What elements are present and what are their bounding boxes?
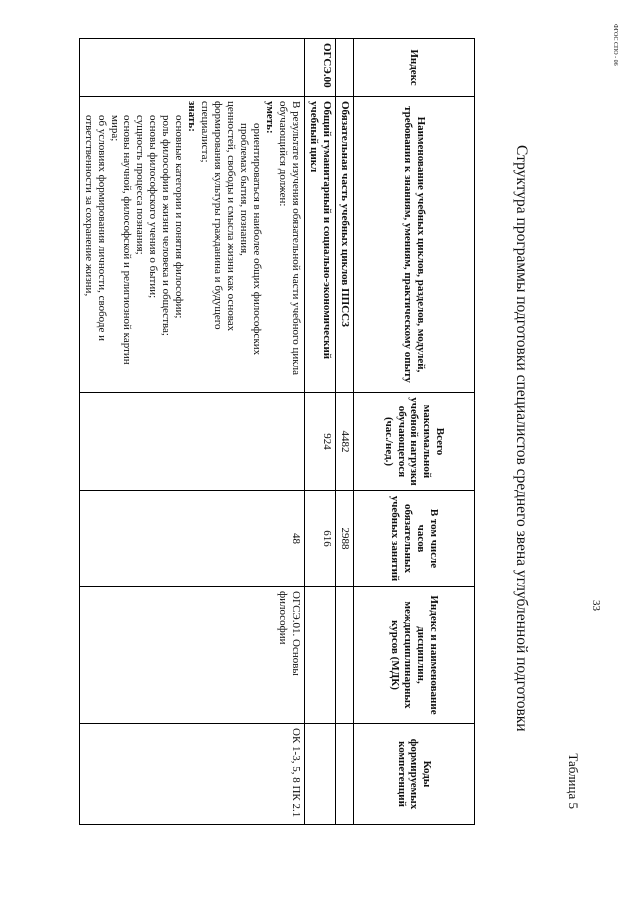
mandatory-part-hours: 2988: [336, 491, 354, 587]
header-mandatory: В том числе часов обязательных учебных занятий: [354, 491, 475, 587]
znat-label: знать:: [186, 101, 199, 132]
table-label: Таблица 5: [566, 753, 581, 809]
header-index: Индекс: [354, 39, 475, 97]
page-number: 33: [590, 600, 602, 611]
header-name: Наименование учебных циклов, разделов, модулей, требования к знаниям, умениям, практическому опыту: [354, 97, 475, 393]
mandatory-part-name: Обязательная часть учебных циклов ППССЗ: [336, 97, 354, 393]
header-total: Всего максимальной учебной нагрузки обучающегося (час./нед.): [354, 393, 475, 491]
umet-text-2: ценностей, свободы и смысла жизни как основах формирования культуры гражданина и будущего специалиста;: [199, 101, 238, 332]
table-row-mandatory-part: [336, 39, 354, 825]
discipline-requirements: [79, 97, 304, 393]
competence-codes: ОК 1-3, 5, 8 ПК 2.1: [79, 724, 304, 825]
table-header-row: [354, 39, 475, 825]
cycle-hours: 616: [305, 491, 336, 587]
znat-item: роль философии в жизни человека и общества;: [160, 115, 173, 336]
znat-item: основы научной, философской и религиозной картин мира;: [108, 115, 134, 365]
mandatory-part-total: 4482: [336, 393, 354, 491]
footer-text: ФГОС СПО - 06: [612, 24, 618, 66]
header-discipline: Индекс и наименование дисциплин, междисциплинарных курсов (МДК): [354, 587, 475, 724]
umet-text-1: ориентироваться в наиболее общих философских проблемах бытия, познания,: [238, 123, 264, 356]
znat-item: основные категории и понятия философии;: [173, 115, 186, 319]
header-codes: Коды формируемых компетенций: [354, 724, 475, 825]
cycle-index: ОГСЭ.00: [305, 39, 336, 97]
discipline-name: ОГСЭ.01. Основы философии: [79, 587, 304, 724]
table-caption: Структура программы подготовки специалистов среднего звена углубленной подготовки: [513, 145, 530, 732]
structure-table: [79, 38, 475, 825]
znat-item: сущность процесса познания;: [134, 115, 147, 255]
table-row-discipline: [79, 39, 304, 825]
requirements-intro: В результате изучения обязательной части учебного цикла обучающийся должен:: [277, 101, 303, 375]
discipline-hours: 48: [79, 491, 304, 587]
umet-label: уметь:: [264, 101, 277, 134]
cycle-name: Общий гуманитарный и социально-экономический учебный цикл: [305, 97, 336, 393]
table-row-cycle: [305, 39, 336, 825]
znat-item: об условиях формирования личности, свободе и ответственности за сохранение жизни,: [82, 115, 108, 341]
znat-item: основы философского учения о бытии;: [147, 115, 160, 299]
cycle-total: 924: [305, 393, 336, 491]
